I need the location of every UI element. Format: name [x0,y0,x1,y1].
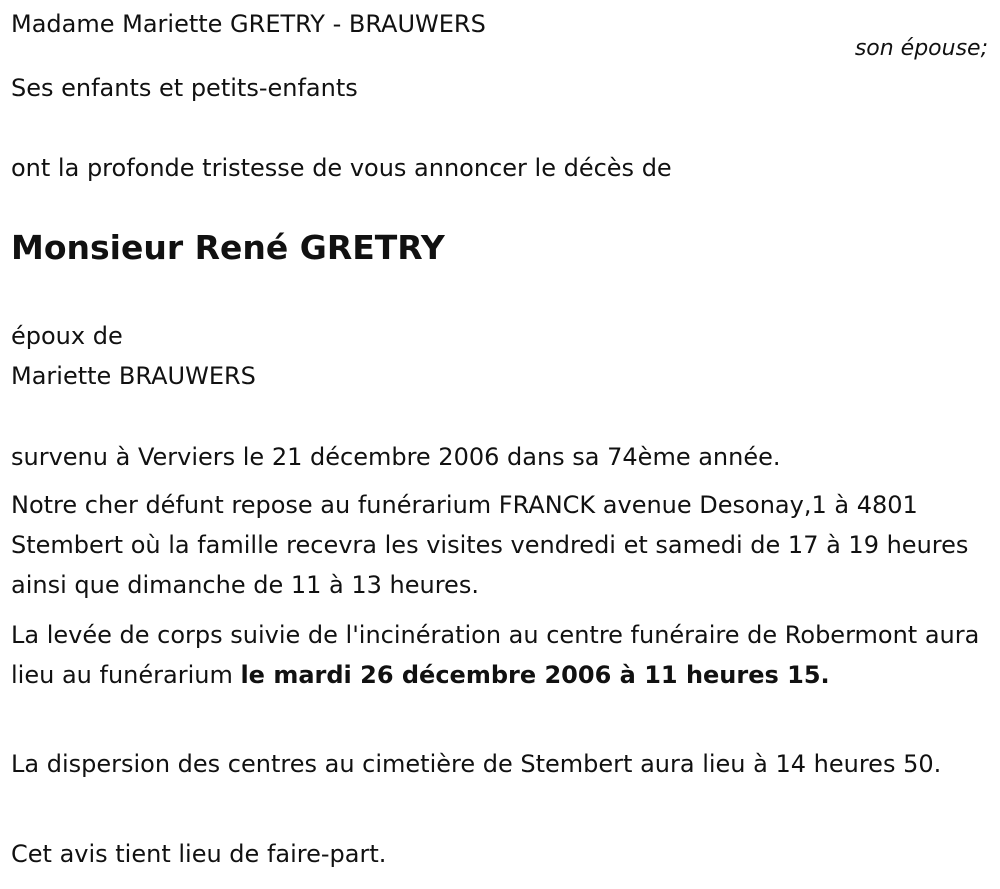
relation-label: époux de [11,322,123,350]
deceased-name: Monsieur René GRETRY [11,228,445,267]
children-line: Ses enfants et petits-enfants [11,74,358,102]
dispersion-paragraph: La dispersion des centres au cimetière de Stembert aura lieu à 14 heures 50. [11,750,942,778]
ceremony-paragraph [11,615,996,695]
visitation-paragraph: Notre cher défunt repose au funérarium FRANCK avenue Desonay,1 à 4801 Stembert où la famille recevra les visites vendredi et samedi de 17 à 19 heures ainsi que dimanche de 11 à 13 heures. [11,491,969,599]
death-info: survenu à Verviers le 21 décembre 2006 dans sa 74ème année. [11,443,781,471]
relation-name: Mariette BRAUWERS [11,362,256,390]
announcement-text: ont la profonde tristesse de vous annoncer le décès de [11,154,672,182]
ceremony-date: le mardi 26 décembre 2006 à 11 heures 15. [240,661,830,689]
closing-text: Cet avis tient lieu de faire-part. [11,840,387,868]
ceremony-text: La levée de corps suivie de l'incinération au centre funéraire de Robermont aura lieu au funérarium [11,621,980,689]
spouse-line: Madame Mariette GRETRY - BRAUWERS [11,10,486,38]
spouse-role: son épouse; [854,36,988,61]
